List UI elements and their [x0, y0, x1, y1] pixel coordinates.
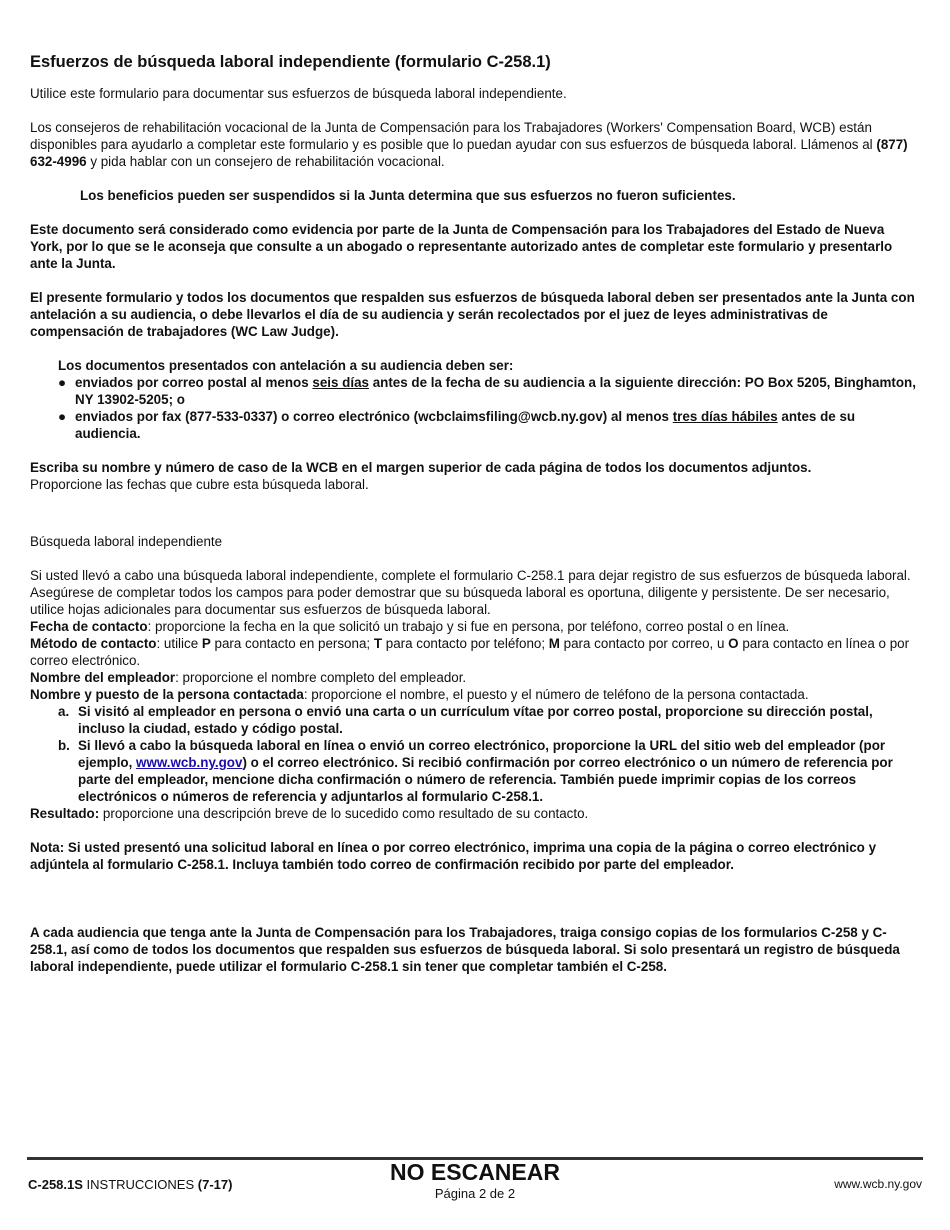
code-letter: P [201, 636, 211, 651]
wcb-website-link[interactable]: www.wcb.ny.gov [136, 755, 243, 770]
bullet-underlined: tres días hábiles [672, 409, 778, 424]
field-label: Fecha de contacto [30, 619, 148, 634]
write-name-instruction: Escriba su nombre y número de caso de la WCB en el margen superior de cada página de todos los documentos adjuntos. [30, 460, 812, 475]
bullet-text: enviados por correo postal al menos [75, 375, 313, 390]
bullet-text: antes de su audiencia. [75, 409, 856, 441]
field-description: para contacto por teléfono; [382, 636, 549, 651]
list-item [58, 737, 918, 805]
no-scan-label: NO ESCANEAR [390, 1159, 560, 1185]
counselor-text-b: y pida hablar con un consejero de rehabilitación vocacional. [86, 154, 445, 169]
form-code: C-258.1S [28, 1177, 83, 1192]
code-letter: M [548, 636, 560, 651]
intro-paragraph: Utilice este formulario para documentar sus esfuerzos de búsqueda laboral independiente. [30, 86, 567, 101]
employer-name-field [30, 669, 918, 686]
bullet-underlined: seis días [312, 375, 369, 390]
field-description: para contacto en persona; [210, 636, 374, 651]
bullet-text: enviados por fax (877-533-0337) o correo electrónico (wcbclaimsfiling@wcb.ny.gov) al menos [75, 409, 673, 424]
form-label: INSTRUCCIONES [82, 1177, 198, 1192]
footer-center [0, 1158, 950, 1201]
list-item [58, 703, 918, 737]
footer-website: www.wcb.ny.gov [834, 1177, 922, 1191]
bullet-icon: ● [58, 409, 67, 424]
note-paragraph: Nota: Si usted presentó una solicitud laboral en línea o por correo electrónico, imprima una copia de la página o correo electrónico y adjúntela al formulario C-258.1. Incluya también todo correo de confirmación recibido por parte del empleador. [30, 840, 877, 872]
contact-person-sublist [30, 703, 918, 805]
code-letter: O [728, 636, 739, 651]
list-marker: b. [58, 738, 70, 753]
list-item [58, 374, 918, 408]
list-text: ) o el correo electrónico. Si recibió confirmación por correo electrónico o un número de referencia por parte del empleador, mencione dicha confirmación o número de referencia. También puede imprimir copias de los correos electrónicos o números de referencia y adjuntarlos al formulario C-258.1. [78, 755, 893, 804]
section-heading: Búsqueda laboral independiente [30, 534, 223, 549]
field-label: Nombre y puesto de la persona contactada [30, 687, 304, 702]
bullet-icon: ● [58, 375, 67, 390]
contact-person-field [30, 686, 918, 703]
evidence-paragraph: Este documento será considerado como evidencia por parte de la Junta de Compensación para los Trabajadores del Estado de Nueva York, por lo que se le aconseja que consulte a un abogado o representante autorizado antes de completar este formulario y presentarlo ante la Junta. [30, 222, 893, 271]
section-intro: Si usted llevó a cabo una búsqueda laboral independiente, complete el formulario C-258.1 para dejar registro de sus esfuerzos de búsqueda laboral. Asegúrese de completar todos los campos para poder demostrar que su búsqueda laboral es oportuna, diligente y persistente. De ser necesario, utilice hojas adicionales para documentar sus esfuerzos de búsqueda laboral. [30, 568, 911, 617]
field-description: : proporcione el nombre, el puesto y el número de teléfono de la persona contactada. [303, 687, 809, 702]
phone-number: (877) 632-4996 [30, 137, 908, 169]
bullet-text: antes de la fecha de su audiencia a la siguiente dirección: PO Box 5205, Binghamton, NY 13902-5205; o [75, 375, 916, 407]
form-version: (7-17) [197, 1177, 233, 1192]
list-marker: a. [58, 704, 70, 719]
document-body [30, 52, 918, 975]
hearing-paragraph: A cada audiencia que tenga ante la Junta de Compensación para los Trabajadores, traiga consigo copias de los formularios C-258 y C-258.1, así como de todos los documentos que respalden sus esfuerzos de búsqueda laboral. Si solo presentará un registro de búsqueda laboral independiente, puede utilizar el formulario C-258.1 sin tener que completar también el C-258. [30, 925, 900, 974]
counselor-paragraph [30, 119, 918, 170]
counselor-text-a: Los consejeros de rehabilitación vocacional de la Junta de Compensación para los Trabajadores (Workers' Compensation Board, WCB) están disponibles para ayudarlo a completar este formulario y es posible que lo puedan ayudar con sus esfuerzos de búsqueda laboral. Llámenos al [30, 120, 877, 152]
documents-heading: Los documentos presentados con antelación a su audiencia deben ser: [58, 358, 514, 373]
code-letter: T [373, 636, 383, 651]
submission-paragraph: El presente formulario y todos los documentos que respalden sus esfuerzos de búsqueda laboral deben ser presentados ante la Junta con antelación a su audiencia, o debe llevarlos el día de su audiencia y serán recolectados por el juez de leyes administrativas de compensación de trabajadores (WC Law Judge). [30, 290, 915, 339]
submission-methods-list [30, 374, 918, 442]
page-title: Esfuerzos de búsqueda laboral independiente (formulario C-258.1) [30, 53, 551, 71]
field-description: proporcione una descripción breve de lo sucedido como resultado de su contacto. [99, 806, 589, 821]
field-description: : proporcione el nombre completo del empleador. [175, 670, 467, 685]
field-description: : proporcione la fecha en la que solicitó un trabajo y si fue en persona, por teléfono, correo postal o en línea. [147, 619, 790, 634]
list-text: Si llevó a cabo la búsqueda laboral en línea o envió un correo electrónico, proporcione la URL del sitio web del empleador (por ejemplo, [78, 738, 886, 770]
field-description: para contacto por correo, u [559, 636, 729, 651]
contact-date-field [30, 618, 918, 635]
page-number: Página 2 de 2 [434, 1186, 516, 1201]
field-description: : utilice [156, 636, 202, 651]
list-item [58, 408, 918, 442]
field-description: para contacto en línea o por correo electrónico. [30, 636, 910, 668]
contact-method-field [30, 635, 918, 669]
field-label: Resultado: [30, 806, 100, 821]
dates-instruction: Proporcione las fechas que cubre esta búsqueda laboral. [30, 477, 369, 492]
result-field [30, 805, 918, 822]
list-text: Si visitó al empleador en persona o envió una carta o un currículum vítae por correo postal, proporcione su dirección postal, incluso la ciudad, estado y código postal. [78, 704, 873, 736]
field-label: Método de contacto [30, 636, 157, 651]
suspension-warning: Los beneficios pueden ser suspendidos si la Junta determina que sus esfuerzos no fueron suficientes. [80, 188, 736, 203]
field-label: Nombre del empleador [30, 670, 176, 685]
